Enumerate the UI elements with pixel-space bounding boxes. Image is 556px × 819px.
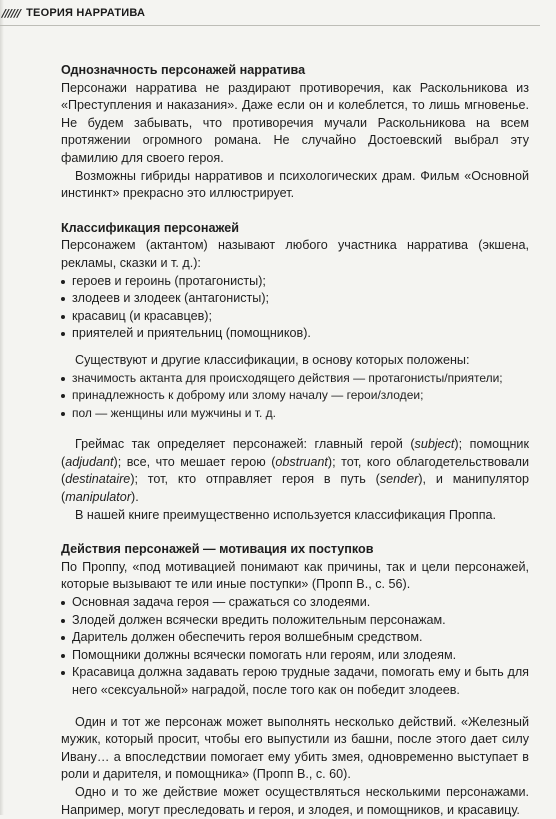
list-item: героев и героинь (протагонисты); (61, 273, 529, 291)
bullet-list (61, 370, 529, 423)
text-run: ). (131, 490, 139, 505)
section-heading: Классификация персонажей (61, 220, 239, 235)
paragraph: Персонажи нарратива не раздирают противоречия, как Раскольникова из «Преступления и наказания». Даже если он и колеблется, то лишь мгновенье. Не будем забывать, что противоречия мучали Раскольникова на всем протяжении огромного романа. Не случайно Достоевский выбрал эту фамилию для своего героя. (61, 80, 529, 165)
list-item: пол — женщины или мужчины и т. д. (61, 405, 529, 423)
term-italic: obstruant (275, 454, 328, 469)
text-run: ); помощник ( (61, 437, 529, 469)
header-rule (0, 25, 540, 26)
list-item: Даритель должен обеспечить героя волшебным средством. (61, 629, 529, 647)
list-item: красавиц (и красавцев); (61, 308, 529, 326)
text-run: ); все, что мешает герою ( (113, 454, 276, 469)
section-actions (61, 541, 529, 819)
paragraph: Персонажем (актантом) называют любого участника нарратива (экшена, рекламы, сказки и т. д.): (61, 238, 529, 270)
term-italic: destinataire (65, 472, 131, 487)
paragraph: Один и тот же персонаж может выполнять несколько действий. «Железный мужик, который просит, чтобы его выпустили из башни, после этого дает силу Ивану… а впоследствии помогает ему убить змея, одновременно выступает в роли и дарителя, и помощника» (Пропп В., с. 60). (61, 714, 529, 782)
page-edge (0, 0, 4, 815)
section-unambiguity (61, 62, 529, 203)
paragraph: Существуют и другие классификации, в основу которых положены: (75, 352, 470, 367)
paragraph-greimas (61, 436, 529, 506)
header-slashes: ////// (2, 6, 21, 20)
list-item: злодеев и злодеек (антагонисты); (61, 290, 529, 308)
list-item: Красавица должна задавать герою трудные задачи, помогать ему и быть для него «сексуальной» наградой, после того как он победит злодеев. (61, 664, 529, 699)
bullet-list (61, 594, 529, 700)
list-item: приятелей и приятельниц (помощников). (61, 325, 529, 343)
list-item: значимость актанта для происходящего действия — протагонисты/приятели; (61, 370, 529, 388)
term-italic: adjudant (65, 454, 114, 469)
section-classification (61, 220, 529, 525)
list-item: принадлежность к доброму или злому началу — герои/злодеи; (61, 387, 529, 405)
paragraph: В нашей книге преимущественно используется классификация Проппа. (75, 507, 497, 522)
term-italic: manipulator (65, 490, 132, 505)
term-italic: subject (414, 437, 455, 452)
paragraph: По Проппу, «под мотивацией понимают как причины, так и цели персонажей, которые вызывают те или иные поступки» (Пропп В., с. 56). (61, 559, 529, 592)
list-item: Злодей должен всячески вредить положительным персонажам. (61, 612, 529, 630)
list-item: Помощники должны всячески помогать нли героям, или злодеям. (61, 647, 529, 665)
running-header (0, 3, 145, 23)
bullet-list (61, 273, 529, 343)
text-run: ); тот, кто отправляет героя в путь ( (130, 472, 380, 487)
paragraph: Возможны гибриды нарративов и психологических драм. Фильм «Основной инстинкт» прекрасно это иллюстрирует. (61, 168, 529, 201)
section-heading: Однозначность персонажей нарратива (61, 63, 306, 77)
text-run: ); тот, кого облагодетельствовали ( (61, 454, 529, 487)
page-body (61, 62, 529, 819)
text-run: ), и манипулятор ( (61, 472, 529, 505)
text-run: Греймас так определяет персонажей: главный герой ( (75, 437, 415, 452)
running-title: ТЕОРИЯ НАРРАТИВА (26, 7, 146, 19)
paragraph: Одно и то же действие может осуществляться несколькими персонажами. Например, могут преследовать и героя, и злодея, и помощников, и красавицу. (61, 784, 529, 817)
section-heading: Действия персонажей — мотивация их поступков (61, 542, 374, 557)
list-item: Основная задача героя — сражаться со злодеями. (61, 594, 529, 612)
term-italic: sender (379, 472, 419, 487)
